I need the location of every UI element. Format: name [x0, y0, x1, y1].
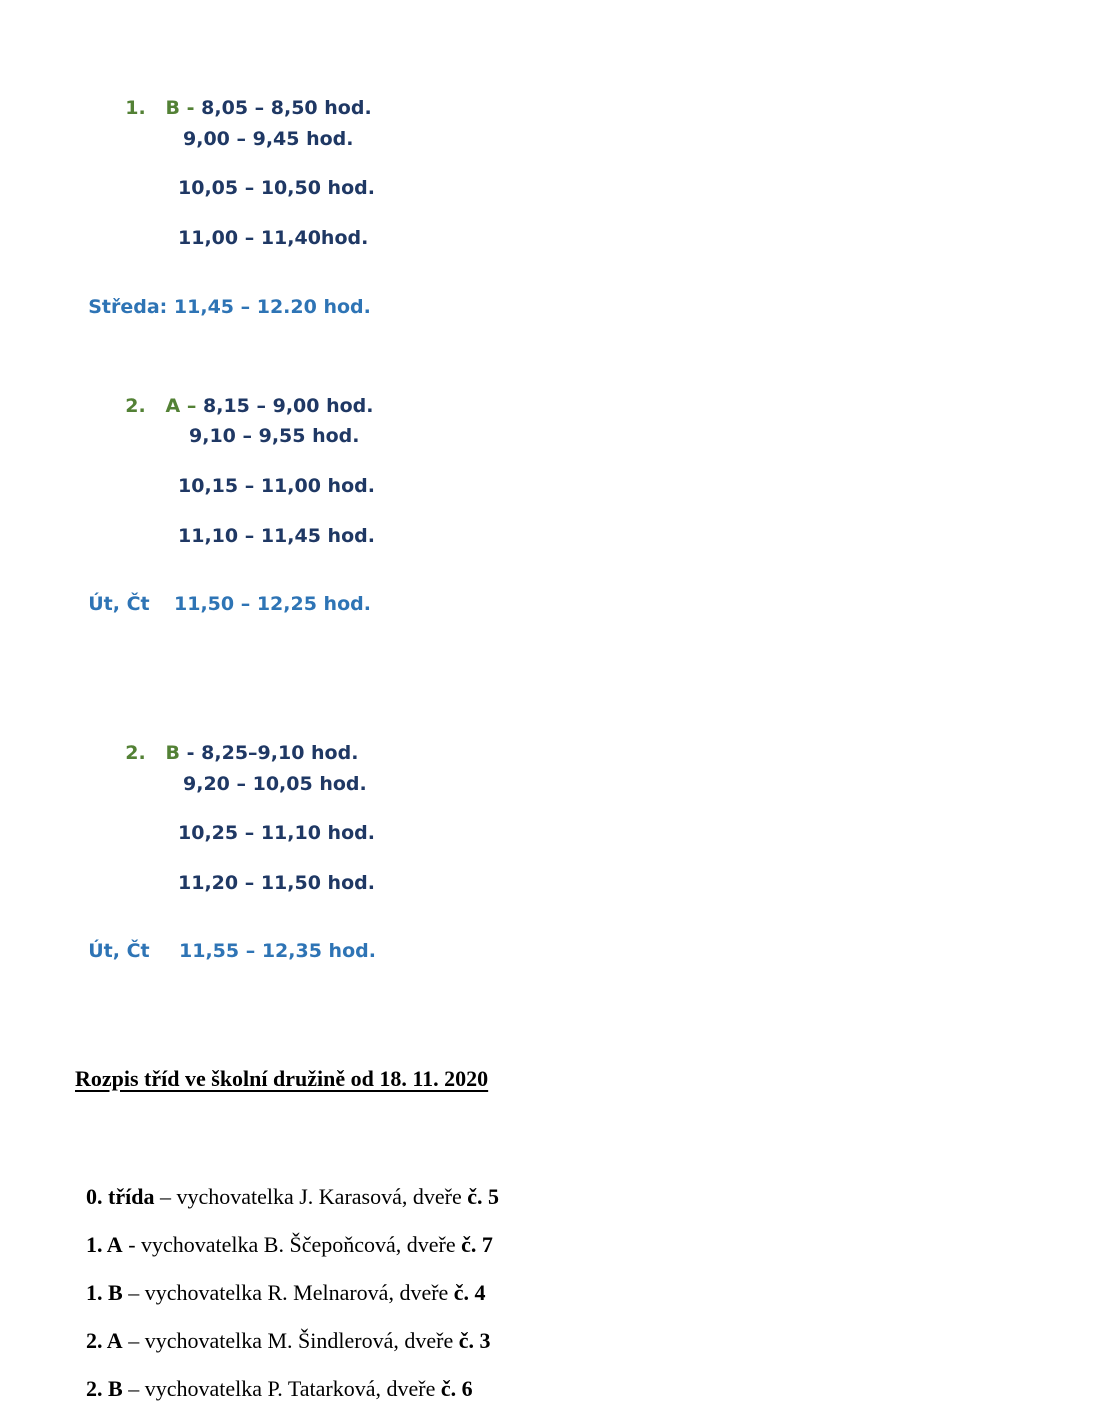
door-number: č. 6: [440, 1376, 473, 1401]
extra-time: 11,55 – 12,35 hod.: [179, 940, 376, 962]
dash: –: [122, 1328, 145, 1353]
list-item: [75, 1164, 499, 1208]
schedule-3-header: [112, 725, 358, 763]
list-number: 2.: [125, 742, 146, 764]
extra-slot: [75, 576, 371, 615]
door-number: č. 3: [458, 1328, 491, 1353]
class-letter: B: [165, 97, 181, 119]
teacher: vychovatelka R. Melnarová, dveře: [144, 1280, 454, 1305]
list-number: 2.: [125, 395, 146, 417]
time-slot: 11,00 – 11,40hod.: [178, 227, 369, 249]
time-slot: 10,05 – 10,50 hod.: [178, 177, 375, 199]
time-slot: 11,20 – 11,50 hod.: [178, 872, 375, 894]
teacher: vychovatelka M. Šindlerová, dveře: [144, 1328, 459, 1353]
list-number: 1.: [125, 97, 146, 119]
list-item: [75, 1308, 490, 1352]
extra-slot: [75, 923, 376, 962]
time-slot: 10,15 – 11,00 hod.: [178, 475, 375, 497]
extra-slot: [75, 279, 371, 317]
extra-day: Út, Čt: [88, 593, 150, 615]
class-name: 1. B: [86, 1280, 123, 1305]
time-slot: 11,10 – 11,45 hod.: [178, 525, 375, 547]
class-name: 2. B: [86, 1376, 123, 1401]
dash: –: [154, 1184, 177, 1209]
class-letter: B: [165, 742, 181, 764]
extra-day: Út, Čt: [88, 940, 150, 962]
class-name: 0. třída: [86, 1184, 155, 1209]
dash: -: [122, 1232, 142, 1257]
separator: -: [180, 97, 202, 119]
door-number: č. 7: [461, 1232, 493, 1257]
time-slot: 8,05 – 8,50 hod.: [201, 97, 372, 119]
teacher: vychovatelka B. Ščepoňcová, dveře: [141, 1232, 462, 1257]
dash: –: [122, 1280, 145, 1305]
extra-time: 11,45 – 12.20 hod.: [173, 296, 371, 318]
door-number: č. 4: [453, 1280, 486, 1305]
separator: –: [180, 395, 203, 417]
time-slot: 8,25–9,10 hod.: [201, 742, 359, 764]
list-item: [75, 1260, 486, 1304]
teacher: vychovatelka J. Karasová, dveře: [176, 1184, 468, 1209]
class-letter: A: [165, 395, 181, 417]
separator: -: [180, 742, 202, 764]
extra-day: Středa:: [88, 296, 174, 318]
page-heading: Rozpis tříd ve školní družině od 18. 11. 2020: [75, 1066, 489, 1091]
class-name: 1. A: [86, 1232, 123, 1257]
schedule-2-header: [112, 378, 374, 416]
class-name: 2. A: [86, 1328, 123, 1353]
time-slot: 9,00 – 9,45 hod.: [183, 128, 354, 150]
time-slot: 8,15 – 9,00 hod.: [203, 395, 374, 417]
door-number: č. 5: [467, 1184, 499, 1209]
extra-time: 11,50 – 12,25 hod.: [174, 593, 371, 615]
time-slot: 10,25 – 11,10 hod.: [178, 822, 375, 844]
list-item: [75, 1356, 473, 1400]
dash: –: [122, 1376, 145, 1401]
schedule-1-header: [112, 80, 372, 118]
time-slot: 9,10 – 9,55 hod.: [189, 425, 360, 447]
teacher: vychovatelka P. Tatarková, dveře: [144, 1376, 441, 1401]
list-item: [75, 1212, 493, 1256]
time-slot: 9,20 – 10,05 hod.: [183, 773, 367, 795]
